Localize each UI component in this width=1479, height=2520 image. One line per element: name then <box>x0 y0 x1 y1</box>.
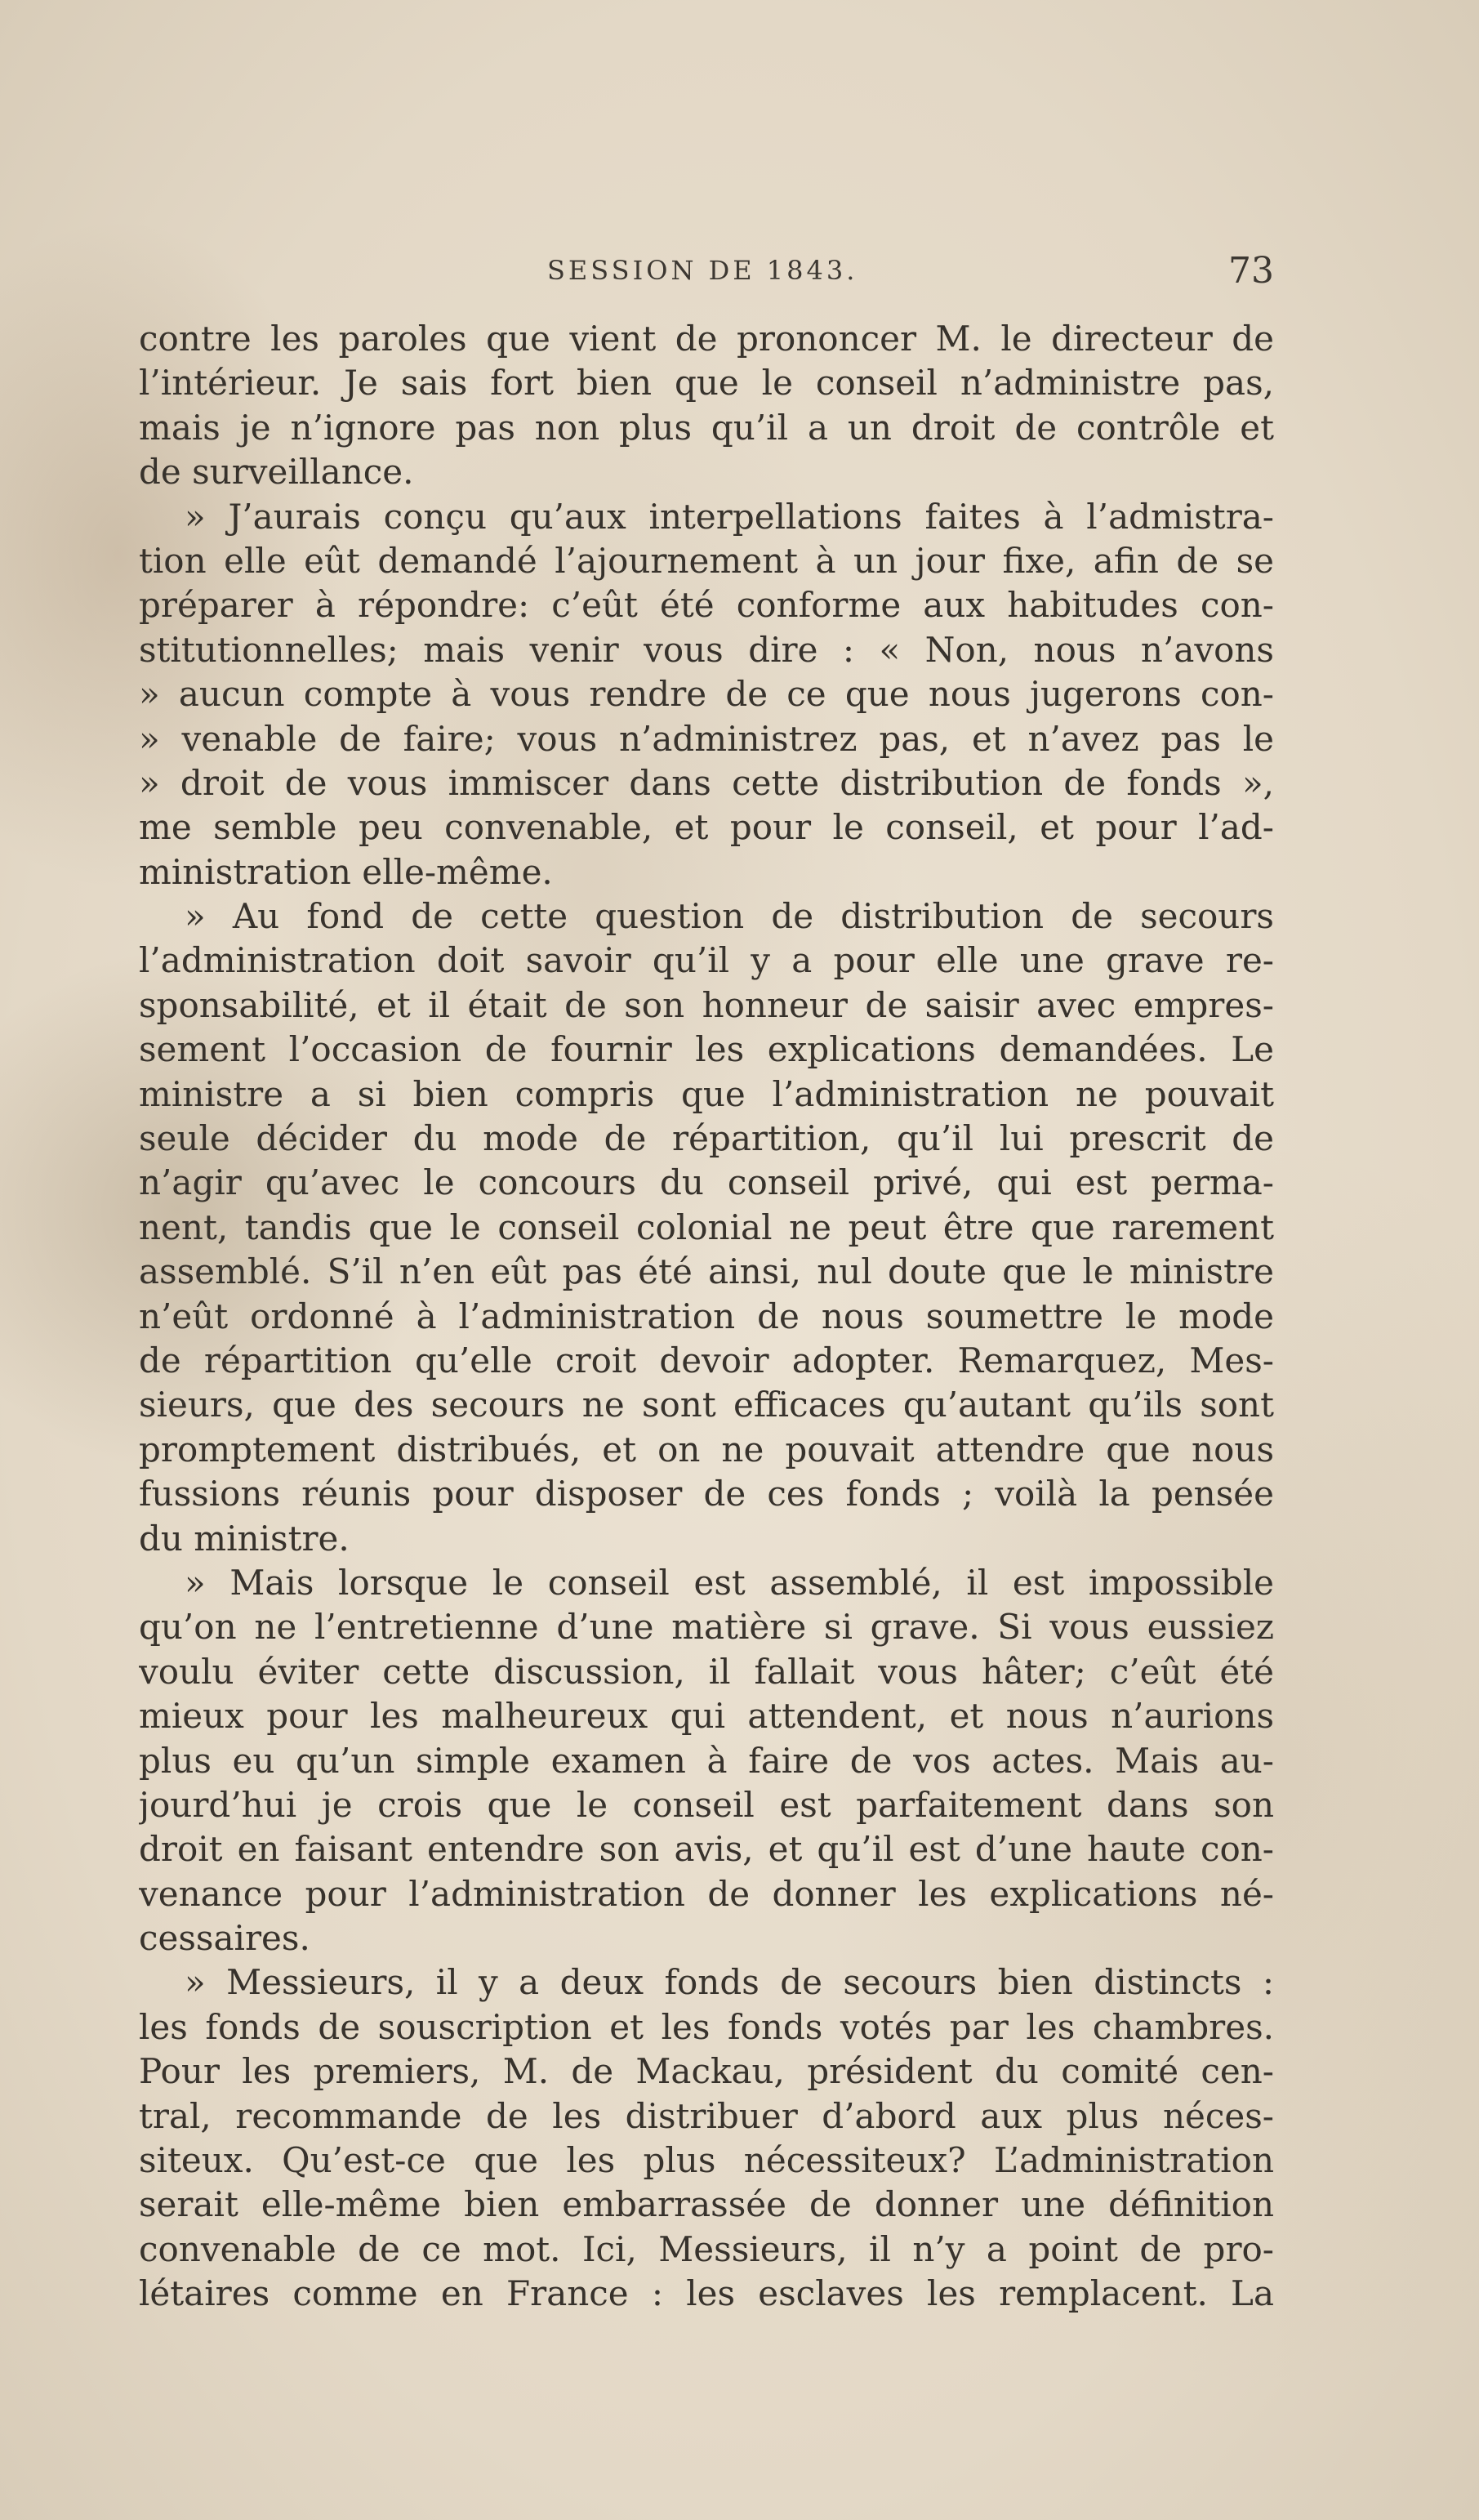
text-line: jourd’hui je crois que le conseil est parfaitement dans son <box>139 1784 1274 1825</box>
text-line: » aucun compte à vous rendre de ce que nous jugerons con- <box>139 674 1274 715</box>
text-line: seule décider du mode de répartition, qu’il lui prescrit de <box>139 1118 1274 1159</box>
text-line: du ministre. <box>139 1518 350 1559</box>
text-line: » droit de vous immiscer dans cette distribution de fonds », <box>139 762 1274 803</box>
text-line: tion elle eût demandé l’ajournement à un jour fixe, afin de se <box>139 540 1274 581</box>
text-line: l’administration doit savoir qu’il y a pour elle une grave re- <box>139 940 1274 981</box>
text-line: promptement distribués, et on ne pouvait attendre que nous <box>139 1429 1274 1470</box>
text-line: droit en faisant entendre son avis, et qu’il est d’une haute con- <box>139 1829 1274 1870</box>
text-line: serait elle-même bien embarrassée de donner une définition <box>139 2184 1274 2225</box>
text-line: stitutionnelles; mais venir vous dire : « Non, nous n’avons <box>139 629 1274 670</box>
text-line: n’agir qu’avec le concours du conseil privé, qui est perma- <box>139 1162 1274 1203</box>
text-line: Pour les premiers, M. de Mackau, président du comité cen- <box>139 2051 1274 2092</box>
text-line: nent, tandis que le conseil colonial ne peut être que rarement <box>139 1206 1274 1247</box>
running-title: SESSION DE 1843. <box>547 255 858 286</box>
text-line: » J’aurais conçu qu’aux interpellations faites à l’admistra- <box>185 496 1274 537</box>
text-line: mieux pour les malheureux qui attendent, et nous n’aurions <box>139 1696 1274 1737</box>
text-line: ministration elle-même. <box>139 851 553 892</box>
text-line: ministre a si bien compris que l’administration ne pouvait <box>139 1073 1274 1114</box>
text-line: de surveillance. <box>139 452 414 493</box>
text-line: me semble peu convenable, et pour le conseil, et pour l’ad- <box>139 807 1274 848</box>
text-line: plus eu qu’un simple examen à faire de vos actes. Mais au- <box>139 1740 1274 1781</box>
text-line: assemblé. S’il n’en eût pas été ainsi, nul doute que le ministre <box>139 1251 1274 1292</box>
text-line: » venable de faire; vous n’administrez pas, et n’avez pas le <box>139 718 1274 759</box>
page-number: 73 <box>1228 250 1274 292</box>
body-text <box>139 317 1274 2317</box>
text-line: n’eût ordonné à l’administration de nous soumettre le mode <box>139 1296 1274 1336</box>
text-line: » Au fond de cette question de distribution de secours <box>185 896 1274 937</box>
text-line: » Messieurs, il y a deux fonds de secours bien distincts : <box>185 1962 1274 2003</box>
text-line: sponsabilité, et il était de son honneur de saisir avec empres- <box>139 984 1274 1025</box>
text-line: convenable de ce mot. Ici, Messieurs, il n’y a point de pro- <box>139 2228 1274 2269</box>
text-line: mais je n’ignore pas non plus qu’il a un droit de contrôle et <box>139 407 1274 448</box>
text-line: siteux. Qu’est-ce que les plus nécessiteux? L’administration <box>139 2140 1274 2181</box>
text-line: de répartition qu’elle croit devoir adopter. Remarquez, Mes- <box>139 1340 1274 1380</box>
text-line: sement l’occasion de fournir les explications demandées. Le <box>139 1029 1274 1070</box>
text-line: » Mais lorsque le conseil est assemblé, il est impossible <box>185 1562 1274 1603</box>
text-line: les fonds de souscription et les fonds votés par les chambres. <box>139 2006 1274 2047</box>
text-line: venance pour l’administration de donner les explications né- <box>139 1873 1274 1914</box>
text-line: cessaires. <box>139 1918 310 1959</box>
text-line: contre les paroles que vient de prononcer M. le directeur de <box>139 319 1274 359</box>
text-line: tral, recommande de les distribuer d’abord aux plus néces- <box>139 2095 1274 2136</box>
text-line: sieurs, que des secours ne sont efficaces qu’autant qu’ils sont <box>139 1385 1274 1425</box>
text-line: fussions réunis pour disposer de ces fonds ; voilà la pensée <box>139 1474 1274 1514</box>
text-line: létaires comme en France : les esclaves les remplacent. La <box>139 2273 1274 2314</box>
text-line: préparer à répondre: c’eût été conforme aux habitudes con- <box>139 585 1274 626</box>
running-head <box>139 250 1274 296</box>
text-line: qu’on ne l’entretienne d’une matière si grave. Si vous eussiez <box>139 1607 1274 1648</box>
text-line: l’intérieur. Je sais fort bien que le conseil n’administre pas, <box>139 363 1274 404</box>
text-line: voulu éviter cette discussion, il fallait vous hâter; c’eût été <box>139 1651 1274 1692</box>
